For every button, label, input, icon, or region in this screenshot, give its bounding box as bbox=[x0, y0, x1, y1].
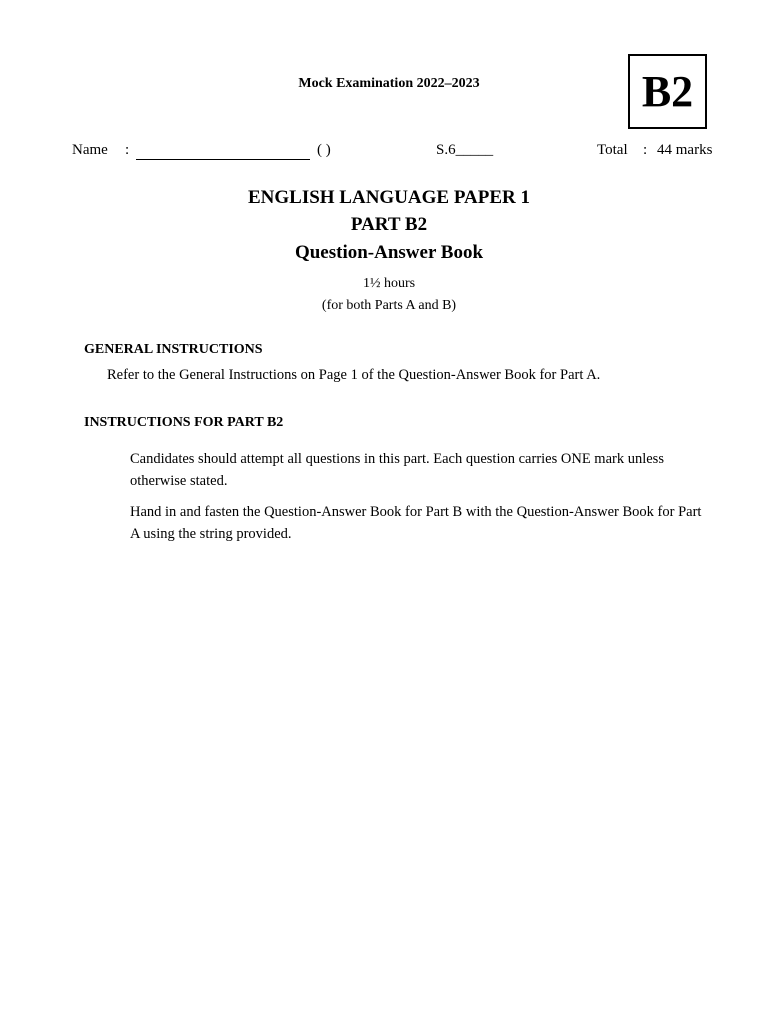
paper-code-box bbox=[628, 54, 707, 129]
paper-code: B2 bbox=[641, 67, 694, 116]
part-instructions-heading: INSTRUCTIONS FOR PART B2 bbox=[84, 415, 284, 430]
total-marks: 44 marks bbox=[657, 142, 713, 158]
duration-note: (for both Parts A and B) bbox=[321, 298, 457, 313]
candidate-info-row bbox=[0, 142, 768, 162]
exam-header: Mock Examination 2022–2023 bbox=[298, 76, 480, 91]
part-title: PART B2 bbox=[350, 214, 428, 235]
class-number-brackets: ( ) bbox=[317, 142, 331, 158]
name-label: Name bbox=[72, 142, 108, 158]
general-instructions-heading: GENERAL INSTRUCTIONS bbox=[84, 342, 263, 357]
total-colon: : bbox=[643, 142, 648, 158]
book-title: Question-Answer Book bbox=[294, 242, 484, 263]
name-field-line[interactable] bbox=[136, 159, 310, 160]
part-instructions-paragraph: Candidates should attempt all questions in this part. Each question carries ONE mark unless otherwise stated. bbox=[130, 451, 664, 489]
name-colon: : bbox=[125, 142, 130, 158]
duration: 1½ hours bbox=[362, 276, 416, 291]
general-instructions-text: Refer to the General Instructions on Page 1 of the Question-Answer Book for Part A. bbox=[107, 367, 601, 383]
paper-title: ENGLISH LANGUAGE PAPER 1 bbox=[247, 187, 531, 208]
class-label: S.6_____ bbox=[436, 142, 494, 158]
part-instructions-paragraph: Hand in and fasten the Question-Answer Book for Part B with the Question-Answer Book for Part A using the string provided. bbox=[130, 504, 702, 542]
total-label: Total bbox=[597, 142, 628, 158]
